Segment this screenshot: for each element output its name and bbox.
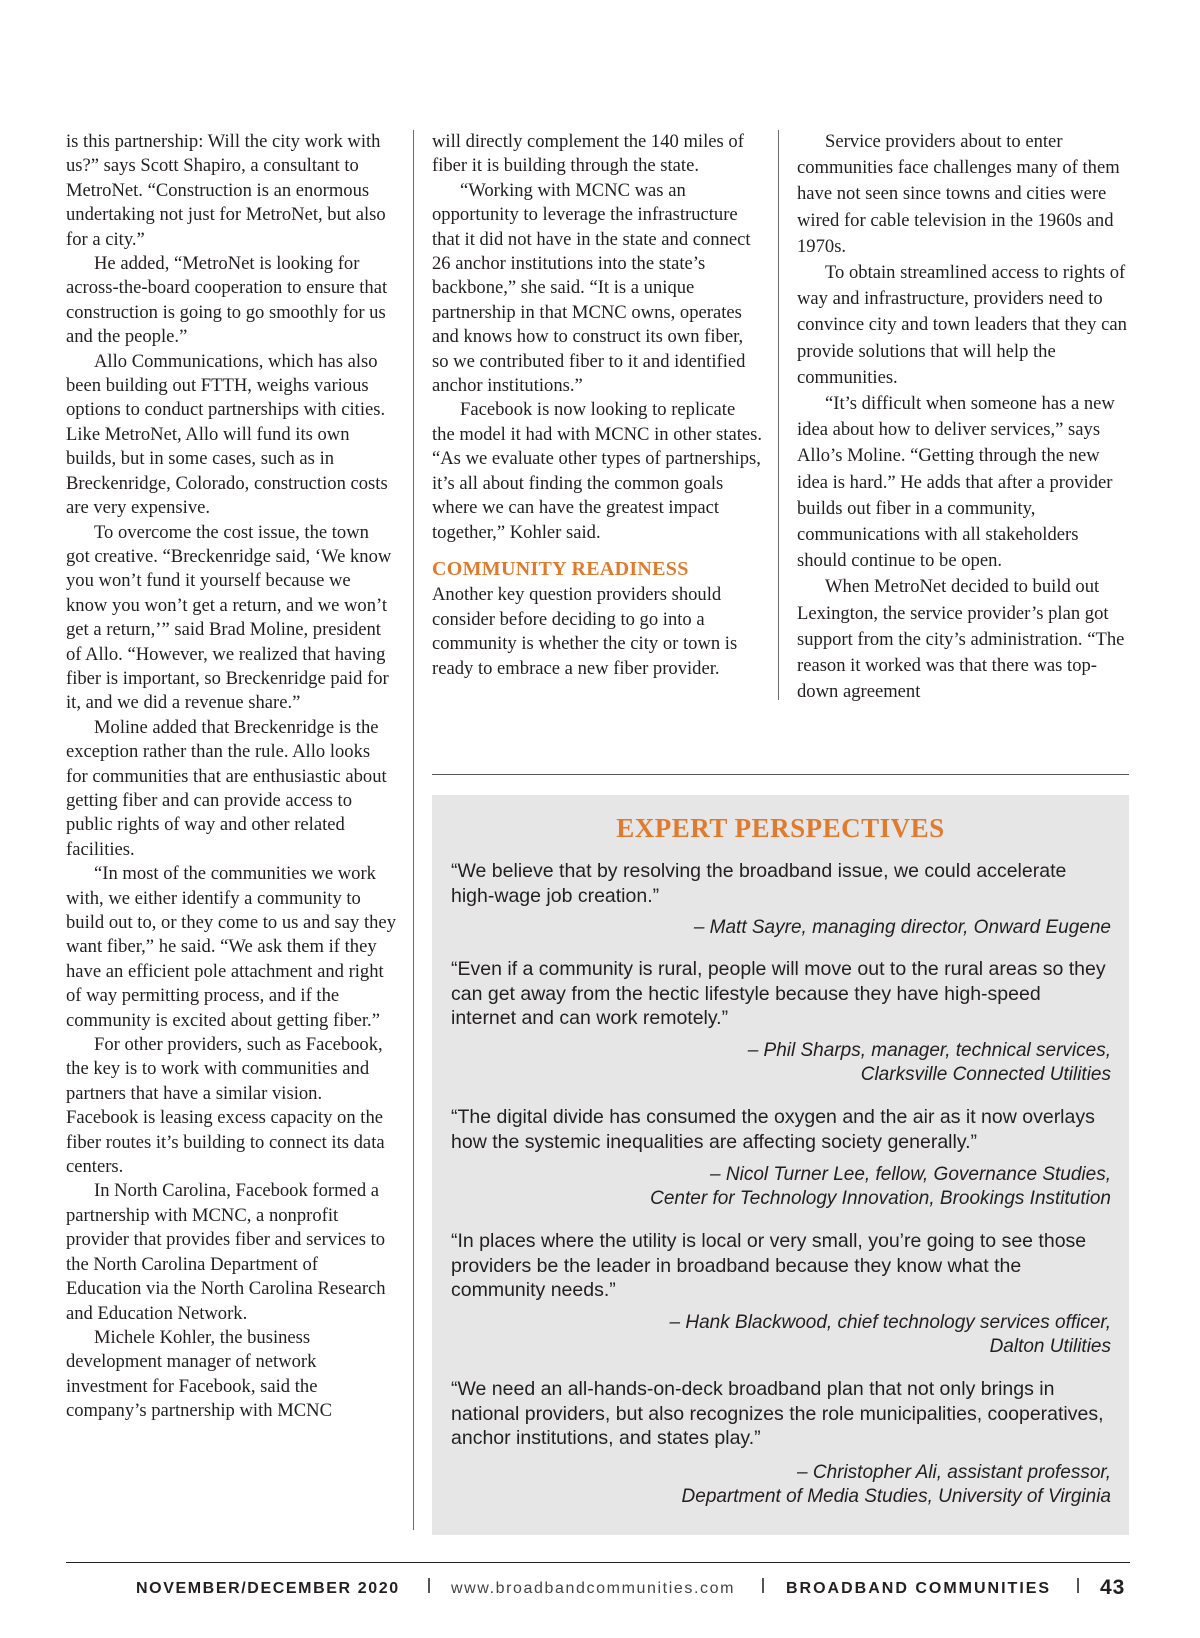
quote-attribution-line2: Department of Media Studies, University of Virginia — [681, 1486, 1111, 1507]
sidebar-top-rule — [432, 774, 1129, 775]
quote-attribution-line2: Dalton Utilities — [989, 1336, 1111, 1357]
article-column-3 — [797, 129, 1132, 705]
quote-text: “In places where the utility is local or very small, you’re going to see those providers be the leader in broadband because they know what the community needs.” — [451, 1230, 1087, 1301]
paragraph: To obtain streamlined access to rights of way and infrastructure, providers need to convince city and town leaders that they can provide solutions that will help the communities. — [797, 262, 1127, 388]
website-link[interactable]: www.broadbandcommunities.com — [451, 1580, 736, 1597]
paragraph: For other providers, such as Facebook, the key is to work with communities and partners that have a similar vision. Facebook is leasing excess capacity on the fiber routes it’s building to connect its data centers. — [66, 1034, 385, 1178]
expert-perspectives-box — [432, 795, 1129, 1535]
quote-text: “Even if a community is rural, people will move out to the rural areas so they can get away from the hectic lifestyle because they have high-speed internet and can work remotely.” — [451, 958, 1106, 1029]
quote-attribution-line2: Center for Technology Innovation, Brookings Institution — [650, 1188, 1111, 1209]
footer-rule — [66, 1562, 1130, 1563]
paragraph: Service providers about to enter communities face challenges many of them have not seen since towns and cities were wired for cable television in the 1960s and 1970s. — [797, 131, 1120, 257]
paragraph: He added, “MetroNet is looking for across-the-board cooperation to ensure that construction is going to go smoothly for us and the people.” — [66, 253, 388, 348]
paragraph: “It’s difficult when someone has a new idea about how to deliver services,” says Allo’s Moline. “Getting through the new idea is hard.” He adds that after a provider builds out fiber in a community, communications with all stakeholders should continue to be open. — [797, 393, 1115, 572]
paragraph: “Working with MCNC was an opportunity to leverage the infrastructure that it did not have in the state and connect 26 anchor institutions into the state’s backbone,” she said. “It is a unique partnership in that MCNC owns, operates and knows how to construct its own fiber, so we contributed fiber to it and identified anchor institutions.” — [432, 179, 751, 397]
section-heading: COMMUNITY READINESS — [432, 557, 689, 580]
paragraph: To overcome the cost issue, the town got creative. “Breckenridge said, ‘We know you won’t fund it yourself because we know you won’t get a return, and we won’t get a return,’” said Brad Moline, president of Allo. “However, we realized that having fiber is important, so Breckenridge paid for it, and we did a revenue share.” — [66, 521, 392, 714]
footer-separator — [762, 1578, 764, 1593]
column-divider — [778, 130, 779, 700]
page-footer — [66, 1574, 1130, 1604]
paragraph: In North Carolina, Facebook formed a partnership with MCNC, a nonprofit provider that provides fiber and services to the North Carolina Department of Education via the North Carolina Research and Education Network. — [66, 1180, 386, 1324]
paragraph: Allo Communications, which has also been building out FTTH, weighs various options to conduct partnerships with cities. Like MetroNet, Allo will fund its own builds, but in some cases, such as in Breckenridge, Colorado, construction costs are very expensive. — [66, 350, 388, 519]
quote-attribution: – Matt Sayre, managing director, Onward Eugene — [693, 917, 1111, 938]
paragraph: When MetroNet decided to build out Lexington, the service provider’s plan got support from the city’s administration. “The reason it worked was that there was top-down agreement — [797, 576, 1125, 703]
issue-date: NOVEMBER/DECEMBER 2020 — [136, 1580, 400, 1597]
article-column-2 — [432, 130, 762, 681]
quote-attribution-line2: Clarksville Connected Utilities — [860, 1064, 1111, 1085]
quote-text: “The digital divide has consumed the oxygen and the air as it now overlays how the systemic inequalities are affecting society generally.” — [451, 1106, 1095, 1153]
column-divider — [413, 130, 414, 1530]
quote-attribution: – Nicol Turner Lee, fellow, Governance Studies, — [710, 1164, 1111, 1185]
paragraph: “In most of the communities we work with, we either identify a community to build out to, or they come to us and say they want fiber,” he said. “We ask them if they have an efficient pole attachment and right of way permitting process, and if the community is excited about getting fiber.” — [66, 863, 396, 1031]
quote-attribution: – Hank Blackwood, chief technology services officer, — [669, 1312, 1111, 1333]
quote-text: “We believe that by resolving the broadband issue, we could accelerate high-wage job creation.” — [451, 860, 1067, 907]
paragraph: Michele Kohler, the business development manager of network investment for Facebook, said the company’s partnership with MCNC — [66, 1326, 332, 1422]
quote-attribution: – Phil Sharps, manager, technical services, — [747, 1040, 1111, 1061]
paragraph: Facebook is now looking to replicate the model it had with MCNC in other states. “As we evaluate other types of partnerships, it’s all about finding the common goals where we can have the greatest impact together,” Kohler said. — [432, 399, 763, 543]
page-number: 43 — [1100, 1576, 1126, 1599]
sidebar-title: EXPERT PERSPECTIVES — [616, 813, 945, 843]
quote-attribution: – Christopher Ali, assistant professor, — [797, 1462, 1111, 1483]
paragraph: will directly complement the 140 miles of fiber it is building through the state. — [432, 131, 744, 177]
quote-text: “We need an all-hands-on-deck broadband plan that not only brings in national providers, but also recognizes the role municipalities, cooperatives, anchor institutions, and states play.” — [451, 1378, 1104, 1449]
paragraph: is this partnership: Will the city work with us?” says Scott Shapiro, a consultant to MetroNet. “Construction is an enormous undertaking not just for MetroNet, but also for a city.” — [66, 131, 386, 250]
footer-separator — [428, 1578, 430, 1593]
paragraph: Moline added that Breckenridge is the exception rather than the rule. Allo looks for communities that are enthusiastic about getting fiber and can provide access to public rights of way and other related facilities. — [66, 716, 387, 860]
magazine-name: BROADBAND COMMUNITIES — [786, 1580, 1052, 1597]
article-column-1 — [66, 130, 396, 1424]
footer-separator — [1077, 1578, 1079, 1593]
paragraph: Another key question providers should consider before deciding to go into a community is whether the city or town is ready to embrace a new fiber provider. — [432, 584, 738, 679]
